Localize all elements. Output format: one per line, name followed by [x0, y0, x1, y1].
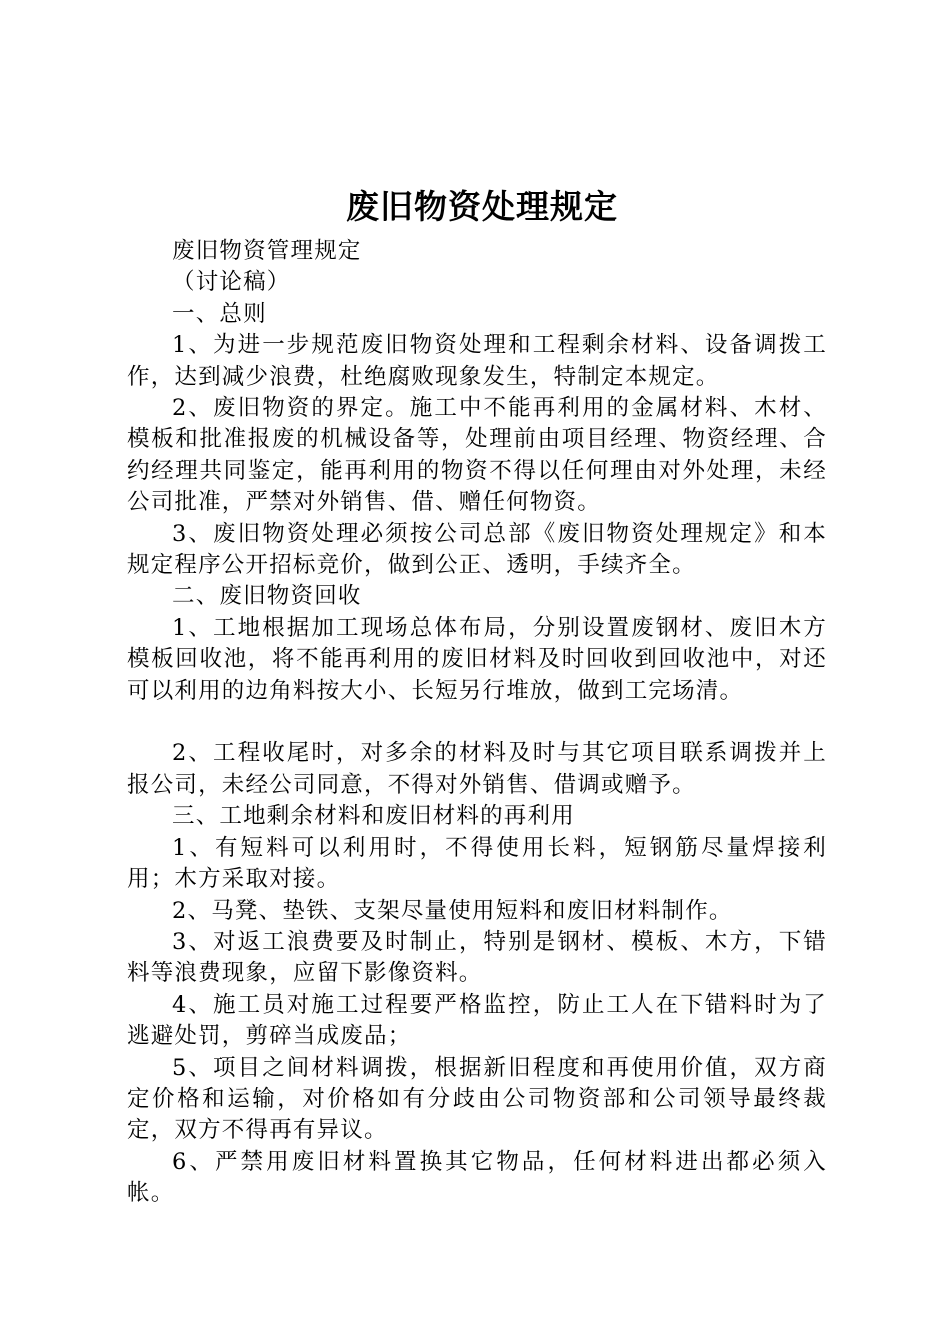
paragraph: 1、为进一步规范废旧物资处理和工程剩余材料、设备调拨工作，达到减少浪费，杜绝腐败现象发生，特制定本规定。 — [127, 332, 827, 390]
paragraph: 1、工地根据加工现场总体布局，分别设置废钢材、废旧木方模板回收池，将不能再利用的废旧材料及时回收到回收池中，对还可以利用的边角料按大小、长短另行堆放，做到工完场清。 — [127, 614, 827, 704]
draft-note: （讨论稿） — [172, 269, 291, 296]
paragraph: 6、严禁用废旧材料置换其它物品，任何材料进出都必须入帐。 — [127, 1148, 827, 1207]
document-title: 废旧物资处理规定 — [346, 187, 618, 226]
blank-line — [127, 707, 827, 738]
paragraph: 5、项目之间材料调拨，根据新旧程度和再使用价值，双方商定价格和运输，对价格如有分歧由公司物资部和公司领导最终裁定，双方不得再有异议。 — [127, 1054, 827, 1144]
paragraph: 3、对返工浪费要及时制止，特别是钢材、模板、木方，下错料等浪费现象，应留下影像资料。 — [127, 928, 827, 987]
document-page — [127, 178, 827, 1210]
section-heading-reuse: 三、工地剩余材料和废旧材料的再利用 — [172, 803, 575, 830]
paragraph: 1、有短料可以利用时，不得使用长料，短钢筋尽量焊接利用；木方采取对接。 — [127, 834, 827, 893]
subtitle: 废旧物资管理规定 — [172, 238, 362, 264]
section-heading-recovery: 二、废旧物资回收 — [172, 583, 362, 610]
paragraph: 2、马凳、垫铁、支架尽量使用短料和废旧材料制作。 — [172, 897, 733, 924]
section-heading-general: 一、总则 — [172, 300, 267, 327]
paragraph: 2、废旧物资的界定。施工中不能再利用的金属材料、木材、模板和批准报废的机械设备等，处理前由项目经理、物资经理、合约经理共同鉴定，能再利用的物资不得以任何理由对外处理，未经公司批准，严禁对外销售、借、赠任何物资。 — [127, 395, 827, 516]
paragraph: 3、废旧物资处理必须按公司总部《废旧物资处理规定》和本规定程序公开招标竞价，做到公正、透明，手续齐全。 — [127, 520, 827, 579]
paragraph: 2、工程收尾时，对多余的材料及时与其它项目联系调拨并上报公司，未经公司同意，不得对外销售、借调或赠予。 — [127, 740, 827, 798]
paragraph: 4、施工员对施工过程要严格监控，防止工人在下错料时为了逃避处罚，剪碎当成废品； — [127, 991, 827, 1050]
document-body — [127, 236, 827, 1210]
